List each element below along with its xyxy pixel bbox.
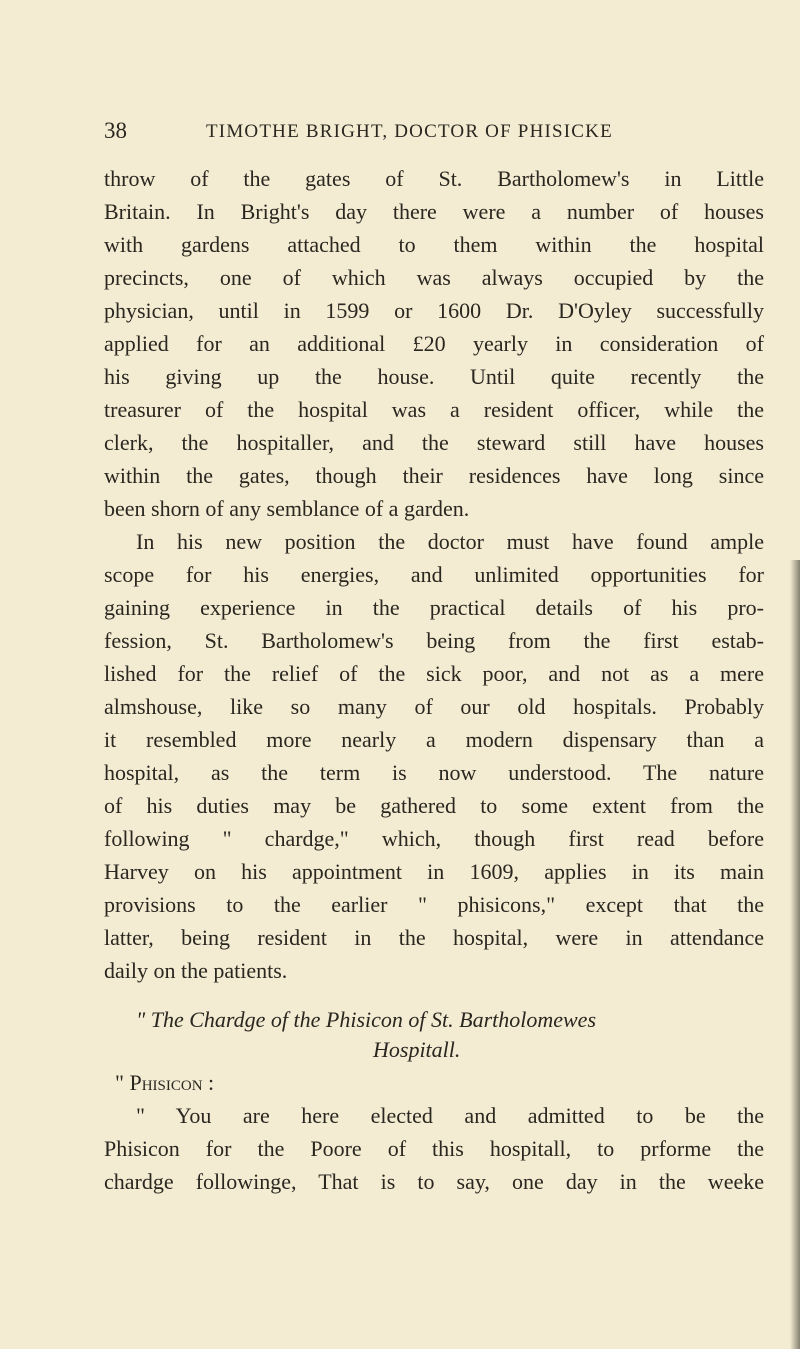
text-line: applied for an additional £20 yearly in consideration of: [104, 331, 764, 356]
text-line: been shorn of any semblance of a garden.: [104, 496, 470, 521]
text-line: provisions to the earlier " phisicons," except that the: [104, 892, 764, 917]
text-line: within the gates, though their residences have long since: [104, 463, 764, 488]
text-line: chardge followinge, That is to say, one day in the weeke: [104, 1169, 764, 1194]
text-line: hospital, as the term is now understood. The nature: [104, 760, 764, 785]
text-line: following " chardge," which, though first read before: [104, 826, 764, 851]
text-line: latter, being resident in the hospital, were in attendance: [104, 925, 764, 950]
text-line: gaining experience in the practical details of his pro-: [104, 595, 764, 620]
text-line: daily on the patients.: [104, 958, 288, 983]
text-line: Britain. In Bright's day there were a number of houses: [104, 199, 764, 224]
text-line: with gardens attached to them within the hospital: [104, 232, 764, 257]
text-line: throw of the gates of St. Bartholomew's in Little: [104, 166, 764, 191]
charge-title: " The Chardge of the Phisicon of St. Bartholomewes: [136, 1007, 597, 1032]
text-line: lished for the relief of the sick poor, and not as a mere: [104, 661, 764, 686]
text-line: Harvey on his appointment in 1609, applies in its main: [104, 859, 764, 884]
charge-salutation: " Phisicon :: [115, 1070, 215, 1095]
text-line: scope for his energies, and unlimited opportunities for: [104, 562, 764, 587]
text-line: of his duties may be gathered to some extent from the: [104, 793, 764, 818]
running-title: TIMOTHE BRIGHT, DOCTOR OF PHISICKE: [206, 121, 613, 142]
text-line: physician, until in 1599 or 1600 Dr. D'Oyley successfully: [104, 298, 764, 323]
page-edge-shadow: [790, 560, 800, 1349]
text-line: Phisicon for the Poore of this hospitall, to prforme the: [104, 1136, 764, 1161]
charge-title-continued: Hospitall.: [373, 1037, 461, 1062]
page-header: [104, 118, 764, 146]
text-line: In his new position the doctor must have found ample: [136, 529, 764, 554]
text-line: his giving up the house. Until quite recently the: [104, 364, 764, 389]
text-line: " You are here elected and admitted to be the: [136, 1103, 764, 1128]
text-line: it resembled more nearly a modern dispensary than a: [104, 727, 764, 752]
text-line: clerk, the hospitaller, and the steward still have houses: [104, 430, 764, 455]
text-line: fession, St. Bartholomew's being from the first estab-: [104, 628, 764, 653]
page-number: 38: [104, 118, 127, 143]
text-line: almshouse, like so many of our old hospitals. Probably: [104, 694, 764, 719]
text-line: treasurer of the hospital was a resident officer, while the: [104, 397, 764, 422]
text-line: precincts, one of which was always occupied by the: [104, 265, 764, 290]
